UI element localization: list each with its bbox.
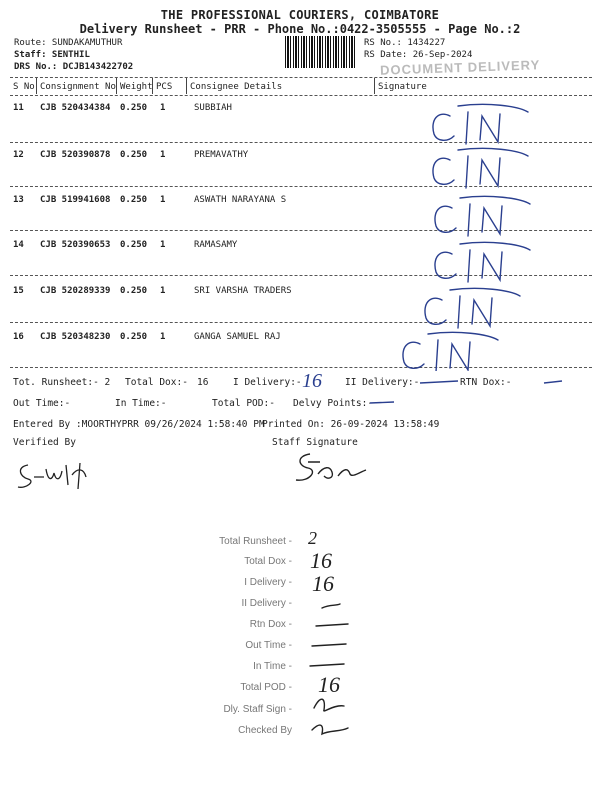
stamp-label-i-delivery: I Delivery - xyxy=(244,577,292,588)
row-consignment: CJB 520434384 xyxy=(40,103,111,113)
total-dox-label: Total Dox:- xyxy=(125,377,188,388)
staff-label: Staff: SENTHIL xyxy=(14,50,90,60)
row-consignee: PREMAVATHY xyxy=(194,150,249,160)
stamp-label-out-time: Out Time - xyxy=(245,640,292,651)
row-consignee: RAMASAMY xyxy=(194,240,238,250)
document-delivery-stamp: DOCUMENT DELIVERY xyxy=(379,57,541,78)
rs-date: RS Date: 26-Sep-2024 xyxy=(364,50,473,60)
row-sno: 12 xyxy=(13,150,24,160)
rtn-dox-label: RTN Dox:- xyxy=(460,377,512,388)
total-dox-value: 16 xyxy=(197,377,209,388)
verified-by-signature xyxy=(14,455,104,495)
stamp-label-checked-by: Checked By xyxy=(238,725,292,736)
tot-runsheet: Tot. Runsheet:- 2 xyxy=(13,377,111,388)
row-consignment: CJB 520348230 xyxy=(40,332,111,342)
ii-delivery-label: II Delivery:- xyxy=(345,377,420,388)
stamp-label-in-time: In Time - xyxy=(253,661,292,672)
delivery-signatures xyxy=(380,96,590,371)
col-divider xyxy=(374,78,375,94)
col-header-weight: Weight xyxy=(120,82,153,92)
stamp-label-total-pod: Total POD - xyxy=(240,682,292,693)
row-consignment: CJB 519941608 xyxy=(40,195,111,205)
verified-by-label: Verified By xyxy=(13,437,76,448)
col-header-consignment: Consignment No xyxy=(40,82,116,92)
col-header-pcs: PCS xyxy=(156,82,173,92)
stamp-label-ii-delivery: II Delivery - xyxy=(241,598,292,609)
drs-number: DRS No.: DCJB143422702 xyxy=(14,62,134,72)
entered-by: Entered By :MOORTHYPRR 09/26/2024 1:58:40 PM xyxy=(13,419,265,430)
total-pod-label: Total POD:- xyxy=(212,398,275,409)
handwritten-dashes xyxy=(418,375,598,389)
col-header-consignee: Consignee Details xyxy=(190,82,283,92)
stamp-handwritten-marks xyxy=(300,600,360,740)
row-weight: 0.250 xyxy=(120,240,148,250)
row-pcs: 1 xyxy=(160,195,166,205)
row-sno: 16 xyxy=(13,332,24,342)
row-sno: 15 xyxy=(13,286,24,296)
stamp-label-total-dox: Total Dox - xyxy=(244,556,292,567)
i-delivery-label: I Delivery:- xyxy=(233,377,302,388)
handwritten-dash xyxy=(368,398,398,408)
in-time-label: In Time:- xyxy=(115,398,167,409)
row-consignee: SRI VARSHA TRADERS xyxy=(194,286,292,296)
row-pcs: 1 xyxy=(160,150,166,160)
row-sno: 14 xyxy=(13,240,24,250)
stamp-value-total-runsheet: 2 xyxy=(308,528,317,548)
col-divider xyxy=(36,78,37,94)
row-consignment: CJB 520390653 xyxy=(40,240,111,250)
stamp-value-total-dox: 16 xyxy=(310,548,332,573)
header-top-rule xyxy=(10,77,592,78)
stamp-label-dly-staff-sign: Dly. Staff Sign - xyxy=(223,704,292,715)
delvy-points-label: Delvy Points:- xyxy=(293,398,374,409)
printed-on: Printed On: 26-09-2024 13:58:49 xyxy=(262,419,440,430)
i-delivery-handwritten: 16 xyxy=(302,370,322,392)
row-consignee: SUBBIAH xyxy=(194,103,232,113)
col-divider xyxy=(186,78,187,94)
stamp-value-i-delivery: 16 xyxy=(312,571,334,596)
rs-number: RS No.: 1434227 xyxy=(364,38,446,48)
row-sno: 13 xyxy=(13,195,24,205)
stamp-label-rtn-dox: Rtn Dox - xyxy=(249,619,292,630)
barcode-image xyxy=(285,36,355,68)
row-consignee: ASWATH NARAYANA S xyxy=(194,195,287,205)
col-header-signature: Signature xyxy=(378,82,427,92)
row-consignee: GANGA SAMUEL RAJ xyxy=(194,332,281,342)
row-sno: 11 xyxy=(13,103,24,113)
row-pcs: 1 xyxy=(160,332,166,342)
row-pcs: 1 xyxy=(160,103,166,113)
col-divider xyxy=(116,78,117,94)
stamp-label-total-runsheet: Total Runsheet - xyxy=(219,536,292,547)
row-consignment: CJB 520390878 xyxy=(40,150,111,160)
staff-signature xyxy=(290,448,370,488)
runsheet-subtitle: Delivery Runsheet - PRR - Phone No.:0422-3505555 - Page No.:2 xyxy=(79,22,521,36)
row-pcs: 1 xyxy=(160,240,166,250)
company-title: THE PROFESSIONAL COURIERS, COIMBATORE xyxy=(160,8,440,22)
stamp-value-total-pod: 16 xyxy=(318,672,340,697)
row-weight: 0.250 xyxy=(120,103,148,113)
row-weight: 0.250 xyxy=(120,332,148,342)
route-label: Route: SUNDAKAMUTHUR xyxy=(14,38,123,48)
out-time-label: Out Time:- xyxy=(13,398,71,409)
row-weight: 0.250 xyxy=(120,286,148,296)
staff-signature-label: Staff Signature xyxy=(272,437,358,448)
row-consignment: CJB 520289339 xyxy=(40,286,111,296)
row-weight: 0.250 xyxy=(120,195,148,205)
row-weight: 0.250 xyxy=(120,150,148,160)
row-pcs: 1 xyxy=(160,286,166,296)
col-header-sno: S No xyxy=(13,82,35,92)
